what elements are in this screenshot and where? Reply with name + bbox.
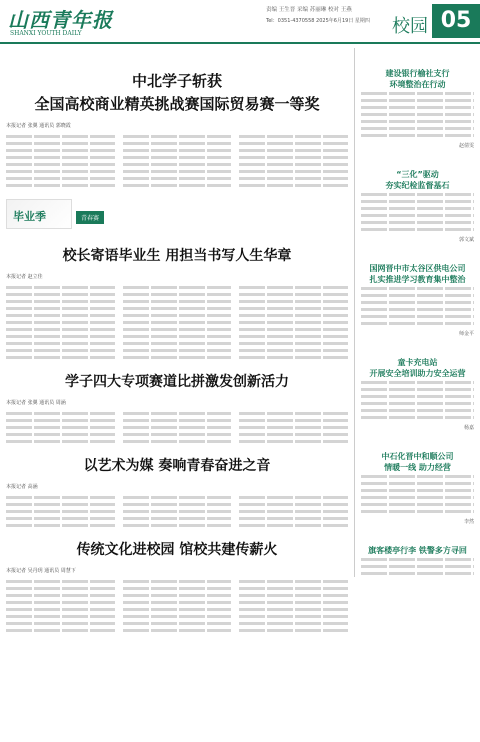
sidebar-item4-body [361,379,474,421]
article-5-body [6,578,348,634]
sidebar-item6-body [361,556,474,577]
sidebar-item4-author: 杨嘉 [463,425,474,431]
article-4-body [6,494,348,529]
graduation-banner [6,199,348,235]
headline-2: 校长寄语毕业生 用担当书写人生华章 [62,248,292,264]
newspaper-logo-sub: SHANXI YOUTH DAILY [10,30,82,37]
article-3-body [6,410,348,445]
masthead [0,0,480,44]
lead-headline-line1: 中北学子斩获 [131,72,222,90]
sidebar-item2-author: 郭文斌 [458,237,474,243]
sidebar-item2-subtitle: 夯实纪检监督基石 [385,181,450,190]
sidebar-item1-subtitle: 环境整治在行动 [389,80,446,89]
byline-4: 本报记者 高涵 [6,484,38,490]
page-number: 05 [432,4,480,38]
byline-3: 本报记者 张翼 通讯员 周涵 [6,400,66,406]
section-name: 校园 [392,16,428,37]
sidebar-column [354,48,474,577]
headline-5: 传统文化进校园 馆校共建传薪火 [76,542,278,558]
headline-4: 以艺术为媒 奏响青春奋进之音 [83,458,271,474]
lead-article-body [6,133,348,189]
sidebar-item1-title: 建设银行榆社支行 [385,69,450,78]
sidebar-item5-subtitle: 情暖一线 助力经营 [384,463,451,472]
byline-5: 本报记者 吴丹玥 通讯员 周慧下 [6,568,76,574]
graduation-tag: 青春赛 [76,211,104,224]
sidebar-item3-subtitle: 扎实推进学习教育集中整治 [369,275,466,284]
sidebar-item5-author: 李然 [463,519,474,525]
lead-byline: 本报记者 张翼 通讯员 郭晓霞 [6,123,71,129]
sidebar-item3-body [361,285,474,327]
sidebar-item4-title: 童卡充电站 [397,358,438,367]
sidebar-item2-title: “三化”驱动 [396,170,439,179]
sidebar-item2-body [361,191,474,233]
sidebar-item5-title: 中石化晋中和顺公司 [381,452,454,461]
sidebar-item4-subtitle: 开展安全培训助力安全运营 [369,369,466,378]
byline-2: 本报记者 赵立佳 [6,274,43,280]
sidebar-item3-author: 师金平 [458,331,474,337]
main-column [6,48,348,634]
sidebar-item1-body [361,90,474,139]
graduation-graphic [6,199,72,229]
sidebar-item5-body [361,473,474,515]
contact-date: Tel：0351-4370558 2025年6月19日 星期四 [266,18,370,24]
sidebar-item6-title: 旗客楼亭行李 铁警多方寻回 [368,546,467,555]
newspaper-logo: 山西青年报 [8,8,113,32]
headline-3: 学子四大专项赛道比拼激发创新活力 [65,374,289,390]
graduation-label: 毕业季 [13,210,46,223]
sidebar-item1-author: 赵倩雯 [458,143,474,149]
lead-headline-line2: 全国高校商业精英挑战赛国际贸易赛一等奖 [34,95,320,113]
sidebar-item3-title: 国网晋中市太谷区供电公司 [369,264,466,273]
editor-credits: 责编 王生晋 采编 苏丽琳 校对 王燕 [266,7,352,13]
article-2-body [6,284,348,361]
